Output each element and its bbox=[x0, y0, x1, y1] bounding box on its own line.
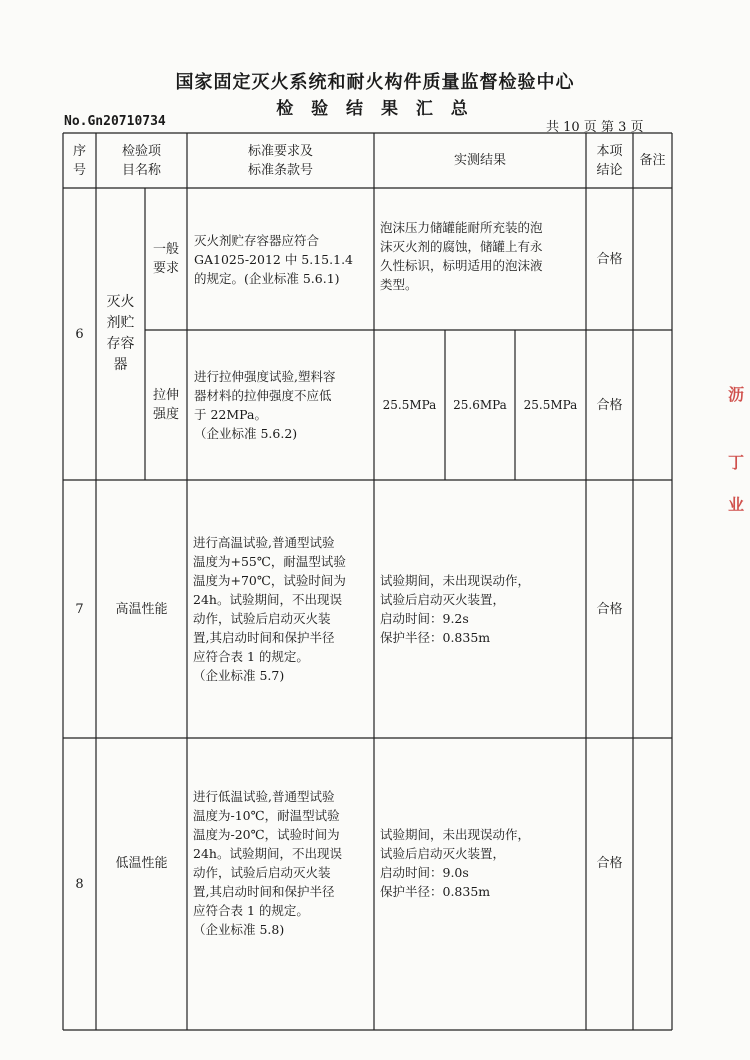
row7-seq: 7 bbox=[75, 601, 84, 617]
row6-tensile-conclusion: 合格 bbox=[596, 397, 623, 413]
row7-conclusion: 合格 bbox=[596, 601, 623, 617]
row6-tensile-result-1: 25.5MPa bbox=[382, 397, 437, 412]
report-number: No.Gn20710734 bbox=[64, 114, 166, 129]
header-standard: 标准要求及 标准条款号 bbox=[247, 143, 313, 178]
header-conclusion: 本项 结论 bbox=[596, 143, 623, 178]
row6-general-result: 泡沫压力储罐能耐所充装的泡 沫灭火剂的腐蚀，储罐上有永 久性标识，标明适用的泡沫液 类型。 bbox=[380, 220, 543, 292]
row7-item: 高温性能 bbox=[115, 601, 168, 617]
header-seq: 序 号 bbox=[72, 143, 86, 178]
header-item: 检验项 目名称 bbox=[121, 143, 161, 178]
row8-result: 试验期间，未出现误动作， 试验后启动灭火装置， 启动时间：9.0s 保护半径：0.835m bbox=[380, 827, 531, 899]
page-info: 共 10 页 第 3 页 bbox=[546, 120, 644, 135]
row6-item: 灭火 剂贮 存容 器 bbox=[106, 294, 135, 373]
row6-tensile-name: 拉伸 强度 bbox=[152, 388, 179, 422]
row6-tensile-standard: 进行拉伸强度试验,塑料容 器材料的拉伸强度不应低 于 22MPa。 （企业标准 5.6.2) bbox=[194, 369, 336, 441]
row8-conclusion: 合格 bbox=[596, 855, 623, 871]
edge-seal-fragment-2: 丁 bbox=[728, 453, 745, 472]
edge-seal-fragment-3: 业 bbox=[728, 495, 745, 514]
row8-item: 低温性能 bbox=[115, 855, 168, 871]
row8-seq: 8 bbox=[75, 876, 84, 892]
edge-seal-fragment-1: 沥 bbox=[728, 385, 745, 404]
header-remark: 备注 bbox=[639, 153, 666, 168]
row6-general-standard: 灭火剂贮存容器应符合 GA1025-2012 中 5.15.1.4 的规定。(企业标准 5.6.1) bbox=[194, 232, 353, 286]
header-result: 实测结果 bbox=[453, 153, 506, 168]
doc-title: 检 验 结 果 汇 总 bbox=[276, 99, 474, 119]
org-title: 国家固定灭火系统和耐火构件质量监督检验中心 bbox=[175, 72, 575, 93]
row8-standard: 进行低温试验,普通型试验 温度为-10℃，耐温型试验 温度为-20℃，试验时间为 24h。试验期间，不出现误 动作，试验后启动灭火装 置,其启动时间和保护半径 应符合表 1 的规定。 （企业标准 5.8) bbox=[193, 789, 342, 937]
row7-standard: 进行高温试验,普通型试验 温度为+55℃，耐温型试验 温度为+70℃，试验时间为 24h。试验期间，不出现误 动作，试验后启动灭火装 置,其启动时间和保护半径 应符合表 1 的规定。 （企业标准 5.7) bbox=[193, 535, 346, 683]
row6-tensile-result-3: 25.5MPa bbox=[523, 397, 578, 412]
row6-seq: 6 bbox=[75, 326, 84, 342]
row6-general-name: 一般 要求 bbox=[152, 242, 179, 276]
row7-result: 试验期间，未出现误动作， 试验后启动灭火装置， 启动时间：9.2s 保护半径：0.835m bbox=[380, 573, 531, 645]
row6-general-conclusion: 合格 bbox=[596, 251, 623, 267]
row6-tensile-result-2: 25.6MPa bbox=[453, 397, 507, 412]
